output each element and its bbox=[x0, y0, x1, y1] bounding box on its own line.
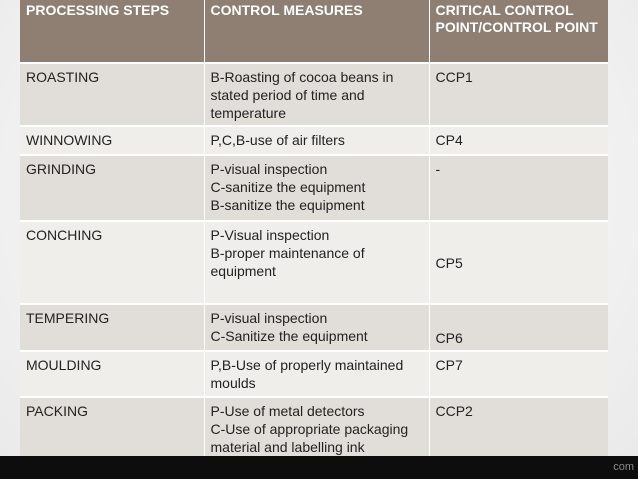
table-row-grinding bbox=[20, 155, 608, 221]
cell-point: - bbox=[429, 155, 608, 221]
cell-step: TEMPERING bbox=[20, 304, 204, 351]
measure-line: B-sanitize the equipment bbox=[210, 197, 365, 213]
measure-line: B-proper maintenance of equipment bbox=[210, 245, 365, 279]
measure-line: P,B-Use of properly maintained moulds bbox=[210, 357, 404, 391]
cell-measures bbox=[204, 126, 429, 155]
cell-step: CONCHING bbox=[20, 221, 204, 304]
measure-line: P,C,B-use of air filters bbox=[210, 132, 345, 148]
measure-line: P-Use of metal detectors bbox=[210, 403, 365, 419]
footer-brand-text: com bbox=[613, 461, 634, 473]
cell-measures bbox=[204, 221, 429, 304]
cell-measures bbox=[204, 63, 429, 126]
cell-point: CCP2 bbox=[429, 397, 608, 477]
cell-point: CP6 bbox=[429, 304, 608, 351]
cell-point: CP7 bbox=[429, 351, 608, 397]
cell-measures bbox=[204, 351, 429, 397]
cell-measures bbox=[204, 304, 429, 351]
cell-step: MOULDING bbox=[20, 351, 204, 397]
table-row-conching bbox=[20, 221, 608, 304]
measure-line: C-Sanitize the equipment bbox=[210, 328, 368, 344]
cell-point: CP5 bbox=[429, 221, 608, 304]
cell-measures bbox=[204, 155, 429, 221]
cell-step: PACKING bbox=[20, 397, 204, 477]
measure-line: P-visual inspection bbox=[210, 310, 328, 326]
header-processing-steps: PROCESSING STEPS bbox=[20, 0, 204, 63]
table-row-moulding bbox=[20, 351, 608, 397]
haccp-table bbox=[20, 0, 608, 477]
haccp-table-container bbox=[20, 0, 608, 477]
cell-step: ROASTING bbox=[20, 63, 204, 126]
header-row bbox=[20, 0, 608, 63]
measure-line: B-Roasting of cocoa beans in stated period of time and temperature bbox=[210, 69, 394, 121]
header-control-measures: CONTROL MEASURES bbox=[204, 0, 429, 63]
measure-line: C-Use of appropriate packaging material and labelling ink bbox=[210, 421, 409, 455]
table-row-tempering bbox=[20, 304, 608, 351]
header-critical-control-point: CRITICAL CONTROL POINT/CONTROL POINT bbox=[429, 0, 608, 63]
table-row-winnowing bbox=[20, 126, 608, 155]
cell-point: CP4 bbox=[429, 126, 608, 155]
measure-line: P-visual inspection bbox=[210, 161, 328, 177]
cell-step: WINNOWING bbox=[20, 126, 204, 155]
measure-line: P-Visual inspection bbox=[210, 227, 330, 243]
footer-bar bbox=[0, 456, 638, 479]
measure-line: C-sanitize the equipment bbox=[210, 179, 366, 195]
cell-step: GRINDING bbox=[20, 155, 204, 221]
cell-point: CCP1 bbox=[429, 63, 608, 126]
table-row-roasting bbox=[20, 63, 608, 126]
